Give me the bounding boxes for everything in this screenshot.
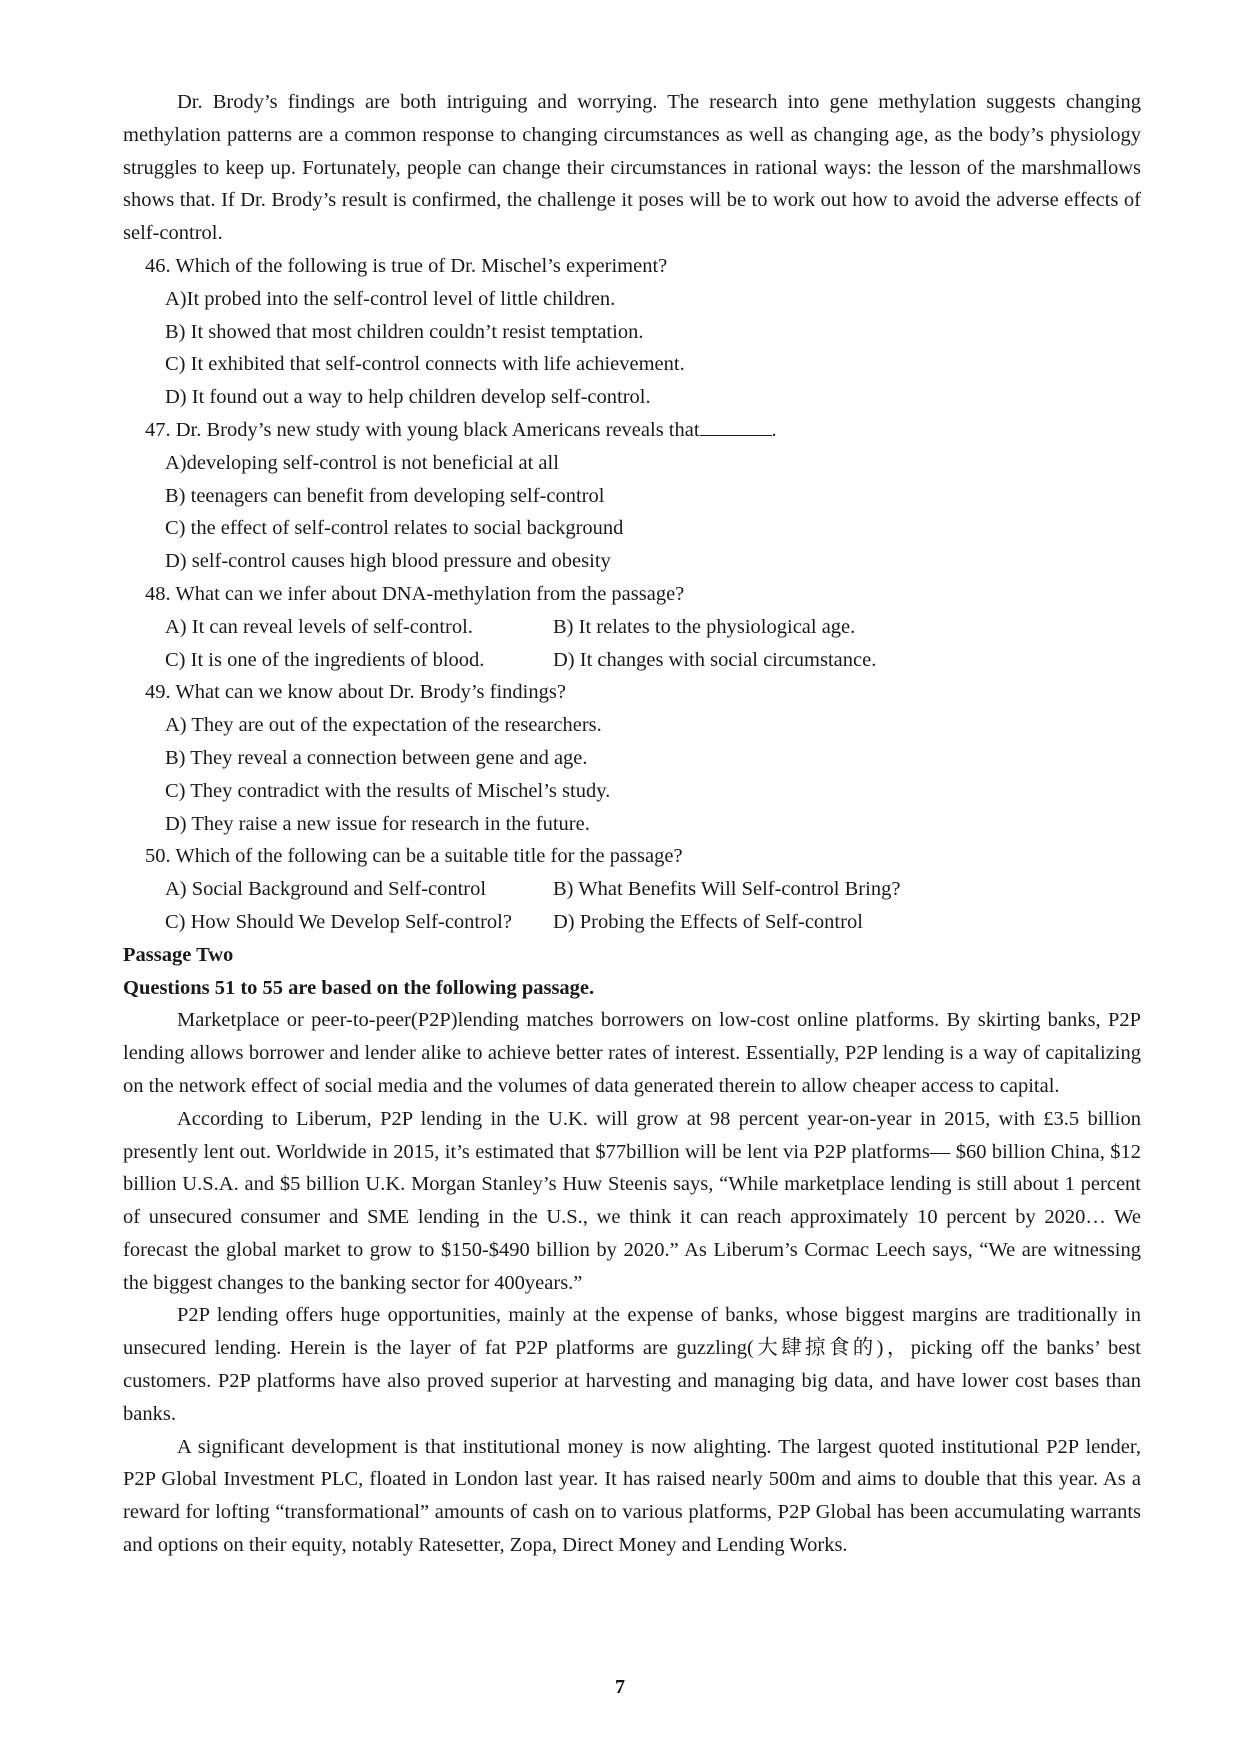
option-row bbox=[165, 644, 1141, 677]
option-b: B) It relates to the physiological age. bbox=[553, 615, 856, 638]
passage-two-paragraph-3: P2P lending offers huge opportunities, mainly at the expense of banks, whose biggest margins are traditionally in unsecured lending. Herein is the layer of fat P2P platforms are guzzling(大肆掠食的)，picking off the banks’ best customers. P2P platforms have also proved superior at harvesting and managing big data, and have lower cost bases than banks. bbox=[123, 1304, 1141, 1425]
question-49 bbox=[123, 676, 1141, 840]
question-stem: 50. Which of the following can be a suitable title for the passage? bbox=[145, 845, 683, 868]
option-c: C) It exhibited that self-control connects with life achievement. bbox=[165, 353, 685, 376]
passage-two-heading: Passage Two bbox=[123, 943, 234, 966]
option-row bbox=[165, 906, 1141, 939]
passage-one-closing-paragraph: Dr. Brody’s findings are both intriguing and worrying. The research into gene methylation suggests changing methylation patterns are a common response to changing circumstances as well as changing age, as the body’s physiology struggles to keep up. Fortunately, people can change their circumstances in rational ways: the lesson of the marshmallows shows that. If Dr. Brody’s result is confirmed, the challenge it poses will be to work out how to avoid the adverse effects of self-control. bbox=[123, 91, 1141, 245]
page-number: 7 bbox=[615, 1676, 625, 1698]
passage-two-paragraph-4: A significant development is that institutional money is now alighting. The largest quoted institutional P2P lender, P2P Global Investment PLC, floated in London last year. It has raised nearly 500m and aims to double that this year. As a reward for lofting “transformational” amounts of cash on to various platforms, P2P Global has been accumulating warrants and options on their equity, notably Ratesetter, Zopa, Direct Money and Lending Works. bbox=[123, 1435, 1141, 1557]
option-c: C) They contradict with the results of Mischel’s study. bbox=[165, 779, 611, 802]
question-stem: 49. What can we know about Dr. Brody’s findings? bbox=[145, 681, 566, 704]
option-b: B) It showed that most children couldn’t resist temptation. bbox=[165, 320, 644, 343]
answer-blank bbox=[700, 415, 772, 436]
question-47 bbox=[123, 414, 1141, 578]
question-stem: 48. What can we infer about DNA-methylation from the passage? bbox=[145, 582, 685, 605]
question-46 bbox=[123, 250, 1141, 414]
option-b: B) They reveal a connection between gene and age. bbox=[165, 746, 588, 769]
option-a: A) They are out of the expectation of the researchers. bbox=[165, 714, 602, 737]
option-d: D) It changes with social circumstance. bbox=[553, 648, 877, 671]
option-b: B) What Benefits Will Self-control Bring? bbox=[553, 878, 901, 901]
option-a: A)It probed into the self-control level of little children. bbox=[165, 287, 616, 310]
exam-page bbox=[123, 86, 1141, 1562]
option-b: B) teenagers can benefit from developing self-control bbox=[165, 484, 605, 507]
question-50 bbox=[123, 840, 1141, 938]
option-c: C) It is one of the ingredients of blood. bbox=[165, 648, 485, 671]
option-c: C) How Should We Develop Self-control? bbox=[165, 910, 512, 933]
option-d: D) They raise a new issue for research in the future. bbox=[165, 812, 590, 835]
option-d: D) Probing the Effects of Self-control bbox=[553, 910, 863, 933]
passage-two-paragraph-1: Marketplace or peer-to-peer(P2P)lending matches borrowers on low-cost online platforms. By skirting banks, P2P lending allows borrower and lender alike to achieve better rates of interest. Essentially, P2P lending is a way of capitalizing on the network effect of social media and the volumes of data generated therein to allow cheaper access to capital. bbox=[123, 1009, 1141, 1097]
option-a: A)developing self-control is not beneficial at all bbox=[165, 451, 559, 474]
question-stem: 46. Which of the following is true of Dr. Mischel’s experiment? bbox=[145, 254, 668, 277]
question-stem bbox=[145, 414, 1141, 447]
option-d: D) It found out a way to help children develop self-control. bbox=[165, 386, 651, 409]
question-48 bbox=[123, 578, 1141, 676]
option-row bbox=[165, 873, 1141, 906]
question-stem-text: 47. Dr. Brody’s new study with young black Americans reveals that bbox=[145, 418, 700, 441]
option-a: A) It can reveal levels of self-control. bbox=[165, 615, 473, 638]
option-row bbox=[165, 611, 1141, 644]
option-a: A) Social Background and Self-control bbox=[165, 878, 487, 901]
option-c: C) the effect of self-control relates to social background bbox=[165, 517, 624, 540]
question-stem-suffix: . bbox=[771, 418, 777, 441]
option-d: D) self-control causes high blood pressure and obesity bbox=[165, 550, 611, 573]
passage-two-paragraph-2: According to Liberum, P2P lending in the U.K. will grow at 98 percent year-on-year in 2015, with £3.5 billion presently lent out. Worldwide in 2015, it’s estimated that $77billion will be lent via P2P platforms— $60 billion China, $12 billion U.S.A. and $5 billion U.K. Morgan Stanley’s Huw Steenis says, “While marketplace lending is still about 1 percent of unsecured consumer and SME lending in the U.S., we think it can reach approximately 10 percent by 2020… We forecast the global market to grow to $150-$490 billion by 2020.” As Liberum’s Cormac Leech says, “We are witnessing the biggest changes to the banking sector for 400years.” bbox=[123, 1107, 1141, 1294]
passage-two-instruction: Questions 51 to 55 are based on the following passage. bbox=[123, 976, 595, 999]
